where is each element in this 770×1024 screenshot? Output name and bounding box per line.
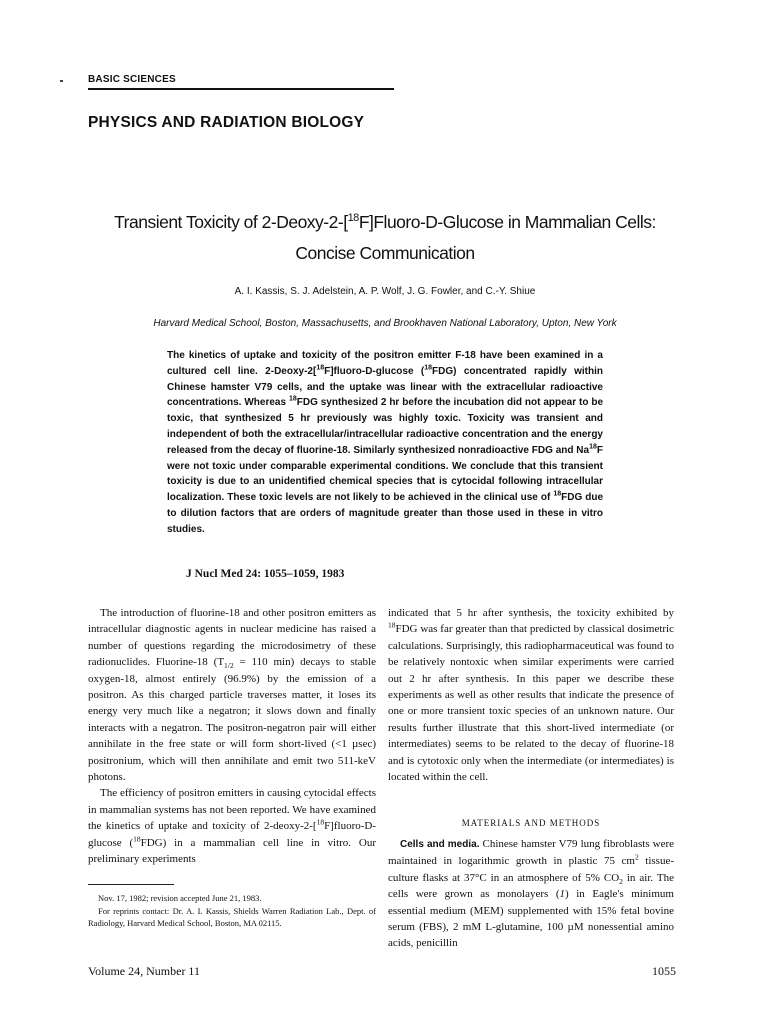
reference-number: 1: [559, 888, 566, 901]
methods-section: [388, 836, 674, 952]
margin-mark: [60, 80, 63, 82]
intro-paragraph-1: The introduction of fluorine-18 and other positron emitters as intracellular diagnostic agents in nuclear medicine has raised a number of questions regarding the microdosimetry of these radionuclides. Fluorine-18 ($T_{1/2} = 110$ min) decays to stable oxygen-18, almost entirely (96.9%) by the emission of a positron. As this charged particle traverses matter, it loses its energy very much like a negatron; it slows down and finally interacts with a negatron. The positron-negatron pair will either annihilate in the free state or will form short-lived (<1 µsec) positronium, which will then annihilate and emit two 511-keV photons.: [88, 607, 376, 784]
run-in-heading: Cells and media.: [400, 839, 480, 850]
intro-paragraph-2: The efficiency of positron emitters in causing cytocidal effects in mammalian systems has not been reported. We have examined the kinetics of uptake and toxicity of 2-deoxy-2-[$^{18}$F]fluoro-D-glucose ($^{18}$FDG) in a mammalian cell line in vitro. Our preliminary experiments: [88, 787, 376, 866]
article-title-line-2: Concise Communication: [295, 243, 475, 263]
journal-issue: Volume 24, Number 11: [88, 964, 200, 978]
article-title-line-1: Transient Toxicity of 2-Deoxy-2-[$^{18}$F]Fluoro-D-Glucose in Mammalian Cells:: [114, 212, 656, 232]
author-list: A. I. Kassis, S. J. Adelstein, A. P. Wolf, J. G. Fowler, and C.-Y. Shiue: [234, 286, 536, 297]
section-label: BASIC SCIENCES: [88, 74, 176, 85]
footnote-rule: [88, 884, 174, 885]
footnotes: [88, 892, 376, 930]
footnote-received: Nov. 17, 1982; revision accepted June 21, 1983.: [98, 893, 262, 903]
affiliation: Harvard Medical School, Boston, Massachusetts, and Brookhaven National Laboratory, Upton, New York: [153, 318, 617, 329]
methods-paragraph: Cells and media. Chinese hamster V79 lung fibroblasts were maintained in logarithmic growth in plastic 75 $cm^2$ tissue-culture flasks at 37°C in an atmosphere of 5% $CO_2$ in air. The cells were grown as monolayers (1) in Eagle's minimum essential medium (MEM) supplemented with 15% fetal bovine serum (FBS), 2 mM L-glutamine, 100 µM nonessential amino acids, penicillin: [388, 838, 674, 950]
right-column: [388, 605, 674, 785]
page-number: 1055: [652, 964, 676, 978]
methods-heading: MATERIALS AND METHODS: [461, 818, 601, 828]
intro-paragraph-continued: indicated that 5 hr after synthesis, the toxicity exhibited by $^{18}$FDG was far greater than that predicted by classical dosimetric calculations. Surprisingly, this radiopharmaceutical was found to be relatively nontoxic when similar experiments were carried out 2 hr after synthesis. In this paper we describe these experiments as well as other results that indicate the presence of one or more transient toxic species of an unknown nature. Our results further illustrate that this short-lived intermediate (or intermediates) seems to be related to the decay of fluorine-18 and is cytotoxic only when the intermediate (or intermediates) is located within the cell.: [388, 607, 674, 784]
left-column: [88, 605, 376, 868]
footnote-reprints: For reprints contact: Dr. A. I. Kassis, Shields Warren Radiation Lab., Dept. of Radiology, Harvard Medical School, Boston, MA 02115.: [88, 906, 376, 928]
section-rule: [88, 88, 394, 90]
abstract: The kinetics of uptake and toxicity of the positron emitter F-18 have been examined in a cultured cell line. 2-Deoxy-2[$^{18}$F]fluoro-D-glucose ($^{18}$FDG) concentrated rapidly within Chinese hamster V79 cells, and the uptake was linear with the extracellular radioactive concentrations. Whereas $^{18}$FDG synthesized 2 hr before the incubation did not appear to be toxic, that synthesized 5 hr previously was highly toxic. Toxicity was transient and independent of both the extracellular/intracellular radioactive concentration and the energy released from the decay of fluorine-18. Similarly synthesized nonradioactive FDG and Na$^{18}$F were not toxic under comparable experimental conditions. We conclude that this transient toxicity is due to an unidentified chemical species that is cytocidal following intracellular localization. These toxic levels are not likely to be achieved in the clinical use of $^{18}$FDG due to dilution factors that are orders of magnitude greater than those used in these in vitro studies.: [167, 350, 604, 535]
journal-citation: J Nucl Med 24: 1055–1059, 1983: [186, 568, 345, 580]
subsection-heading: PHYSICS AND RADIATION BIOLOGY: [88, 114, 365, 131]
